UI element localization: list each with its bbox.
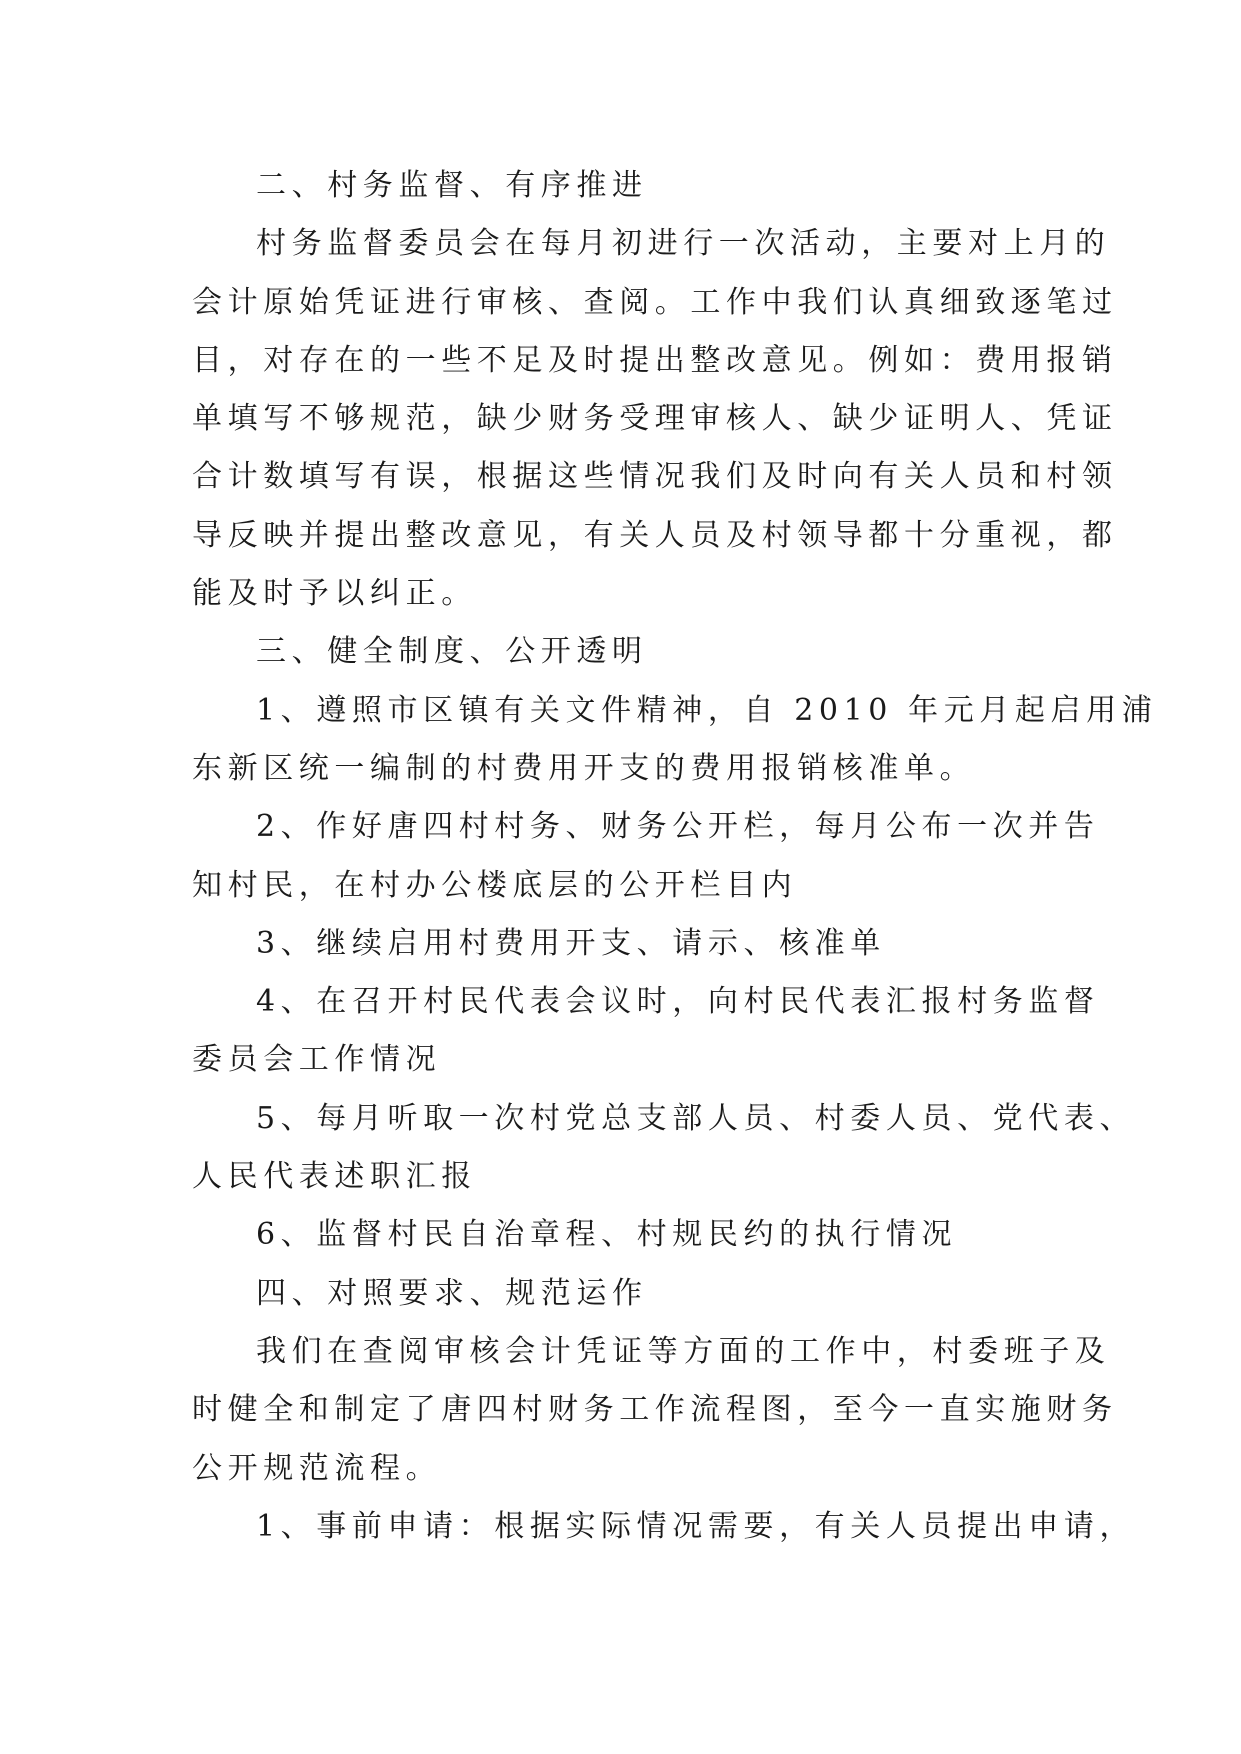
list-item-line: 人民代表述职汇报 bbox=[192, 1159, 477, 1195]
section-heading-4: 四、对照要求、规范运作 bbox=[256, 1275, 648, 1311]
document-body bbox=[192, 157, 1158, 1556]
list-item-line: 1、遵照市区镇有关文件精神，自 2010 年元月起启用浦 bbox=[256, 692, 1158, 728]
list-item-line: 委员会工作情况 bbox=[192, 1042, 442, 1078]
list-item-line: 6、监督村民自治章程、村规民约的执行情况 bbox=[256, 1217, 958, 1253]
list-item-line: 5、每月听取一次村党总支部人员、村委人员、党代表、 bbox=[256, 1100, 1136, 1136]
paragraph-line: 能及时予以纠正。 bbox=[192, 576, 477, 612]
list-item-line: 东新区统一编制的村费用开支的费用报销核准单。 bbox=[192, 750, 976, 786]
paragraph-line: 时健全和制定了唐四村财务工作流程图，至今一直实施财务 bbox=[192, 1392, 1118, 1428]
paragraph-line: 我们在查阅审核会计凭证等方面的工作中，村委班子及 bbox=[256, 1333, 1111, 1369]
paragraph-line: 会计原始凭证进行审核、查阅。工作中我们认真细致逐笔过 bbox=[192, 284, 1118, 320]
paragraph-line: 导反映并提出整改意见，有关人员及村领导都十分重视，都 bbox=[192, 517, 1118, 553]
list-item-line: 知村民，在村办公楼底层的公开栏目内 bbox=[192, 867, 798, 903]
paragraph-line: 单填写不够规范，缺少财务受理审核人、缺少证明人、凭证 bbox=[192, 401, 1118, 437]
list-item-line: 2、作好唐四村村务、财务公开栏，每月公布一次并告 bbox=[256, 809, 1100, 845]
list-item-line: 3、继续启用村费用开支、请示、核准单 bbox=[256, 925, 886, 961]
list-item-line: 4、在召开村民代表会议时，向村民代表汇报村务监督 bbox=[256, 984, 1100, 1020]
paragraph-line: 公开规范流程。 bbox=[192, 1450, 442, 1486]
section-heading-2: 二、村务监督、有序推进 bbox=[256, 168, 648, 203]
paragraph-line: 合计数填写有误，根据这些情况我们及时向有关人员和村领 bbox=[192, 459, 1118, 495]
section-heading-3: 三、健全制度、公开透明 bbox=[256, 634, 648, 670]
list-item-line: 1、事前申请：根据实际情况需要，有关人员提出申请， bbox=[256, 1508, 1136, 1544]
paragraph-line: 目，对存在的一些不足及时提出整改意见。例如：费用报销 bbox=[192, 342, 1118, 378]
paragraph-line: 村务监督委员会在每月初进行一次活动，主要对上月的 bbox=[256, 226, 1111, 262]
